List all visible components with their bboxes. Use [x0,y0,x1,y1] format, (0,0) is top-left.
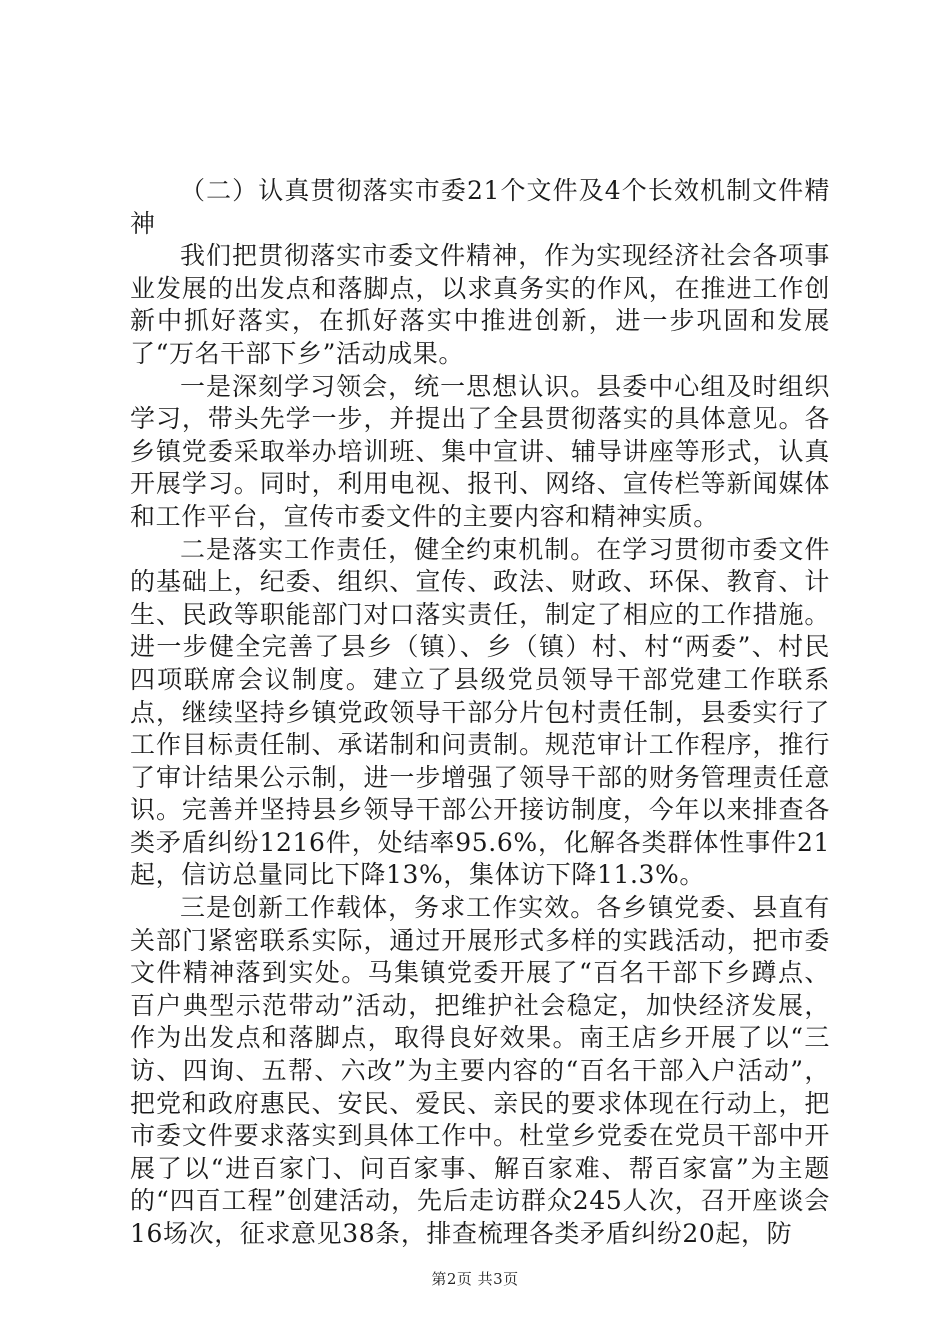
section-heading: （二）认真贯彻落实市委21个文件及4个长效机制文件精神 [130,176,830,238]
paragraph-innovation: 三是创新工作载体，务求工作实效。各乡镇党委、县直有关部门紧密联系实际，通过开展形式多样的实践活动，把市委文件精神落到实处。马集镇党委开展了“百名干部下乡蹲点、百户典型示范带动”活动，把维护社会稳定，加快经济发展，作为出发点和落脚点，取得良好效果。南王店乡开展了以“三访、四询、五帮、六改”为主要内容的“百名干部入户活动”，把党和政府惠民、安民、爱民、亲民的要求体现在行动上，把市委文件要求落实到具体工作中。杜堂乡党委在党员干部中开展了以“进百家门、问百家事、解百家难、帮百家富”为主题的“四百工程”创建活动，先后走访群众245人次，召开座谈会16场次，征求意见38条，排查梳理各类矛盾纠纷20起，防 [130,893,830,1248]
paragraph-responsibility: 二是落实工作责任，健全约束机制。在学习贯彻市委文件的基础上，纪委、组织、宣传、政法、财政、环保、教育、计生、民政等职能部门对口落实责任，制定了相应的工作措施。进一步健全完善了县乡（镇）、乡（镇）村、村“两委”、村民四项联席会议制度。建立了县级党员领导干部党建工作联系点，继续坚持乡镇党政领导干部分片包村责任制，县委实行了工作目标责任制、承诺制和问责制。规范审计工作程序，推行了审计结果公示制，进一步增强了领导干部的财务管理责任意识。完善并坚持县乡领导干部公开接访制度，今年以来排查各类矛盾纠纷1216件，处结率95.6%，化解各类群体性事件21起，信访总量同比下降13%，集体访下降11.3%。 [130,534,830,890]
paragraph-study: 一是深刻学习领会，统一思想认识。县委中心组及时组织学习，带头先学一步，并提出了全县贯彻落实的具体意见。各乡镇党委采取举办培训班、集中宣讲、辅导讲座等形式，认真开展学习。同时，利用电视、报刊、网络、宣传栏等新闻媒体和工作平台，宣传市委文件的主要内容和精神实质。 [130,371,830,531]
page-footer: 第2页 共3页 [431,1270,519,1288]
paragraph-intro: 我们把贯彻落实市委文件精神，作为实现经济社会各项事业发展的出发点和落脚点，以求真务实的作风，在推进工作创新中抓好落实，在抓好落实中推进创新，进一步巩固和发展了“万名干部下乡”活动成果。 [130,241,830,368]
document-body [130,175,830,1251]
